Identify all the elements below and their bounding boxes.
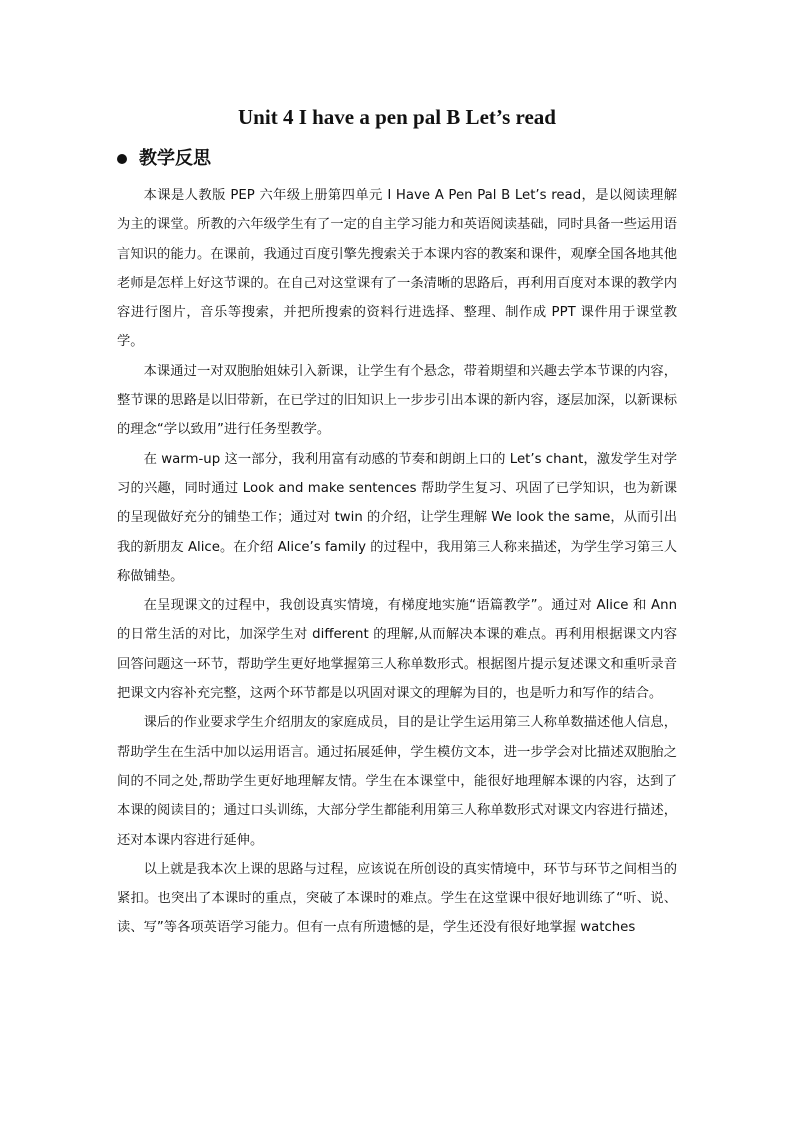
paragraph: 以上就是我本次上课的思路与过程，应该说在所创设的真实情境中，环节与环节之间相当的紧扣。也突出了本课时的重点，突破了本课时的难点。学生在这堂课中很好地训练了“听、说、读、写”等各项英语学习能力。但有一点有所遗憾的是，学生还没有很好地掌握 watches [117, 861, 677, 936]
paragraph: 本课通过一对双胞胎姐妹引入新课，让学生有个悬念，带着期望和兴趣去学本节课的内容，整节课的思路是以旧带新，在已学过的旧知识上一步步引出本课的新内容，逐层加深，以新课标的理念“学以致用”进行任务型教学。 [117, 363, 677, 438]
section-heading-text: 教学反思 [139, 148, 211, 169]
document-title: Unit 4 I have a pen pal B Let’s read [238, 105, 556, 129]
paragraph: 课后的作业要求学生介绍朋友的家庭成员，目的是让学生运用第三人称单数描述他人信息，帮助学生在生活中加以运用语言。通过拓展延伸，学生模仿文本，进一步学会对比描述双胞胎之间的不同之处,帮助学生更好地理解友情。学生在本课堂中，能很好地理解本课的内容，达到了本课的阅读目的；通过口头训练，大部分学生都能利用第三人称单数形式对课文内容进行描述，还对本课内容进行延伸。 [117, 715, 677, 848]
document-body [117, 181, 677, 943]
section-heading [117, 146, 211, 172]
bullet-icon [117, 154, 127, 164]
paragraph: 在 warm-up 这一部分，我利用富有动感的节奏和朗朗上口的 Let’s chant，激发学生对学习的兴趣，同时通过 Look and make sentences 帮助学生复习、巩固了已学知识，也为新课的呈现做好充分的铺垫工作；通过对 twin 的介绍，让学生理解 We look the same，从而引出我的新朋友 Alice。在介绍 Alice’s family 的过程中，我用第三人称来描述，为学生学习第三人称做铺垫。 [117, 451, 677, 584]
paragraph: 本课是人教版 PEP 六年级上册第四单元 I Have A Pen Pal B Let’s read，是以阅读理解为主的课堂。所教的六年级学生有了一定的自主学习能力和英语阅读基础，同时具备一些运用语言知识的能力。在课前，我通过百度引擎先搜索关于本课内容的教案和课件，观摩全国各地其他老师是怎样上好这节课的。在自己对这堂课有了一条清晰的思路后，再利用百度对本课的教学内容进行图片，音乐等搜索，并把所搜索的资料行进选择、整理、制作成 PPT 课件用于课堂教学。 [117, 188, 677, 350]
paragraph: 在呈现课文的过程中，我创设真实情境，有梯度地实施“语篇教学”。通过对 Alice 和 Ann 的日常生活的对比，加深学生对 different 的理解,从而解决本课的难点。再利用根据课文内容回答问题这一环节，帮助学生更好地掌握第三人称单数形式。根据图片提示复述课文和重听录音把课文内容补充完整，这两个环节都是以巩固对课文的理解为目的，也是听力和写作的结合。 [117, 598, 677, 702]
